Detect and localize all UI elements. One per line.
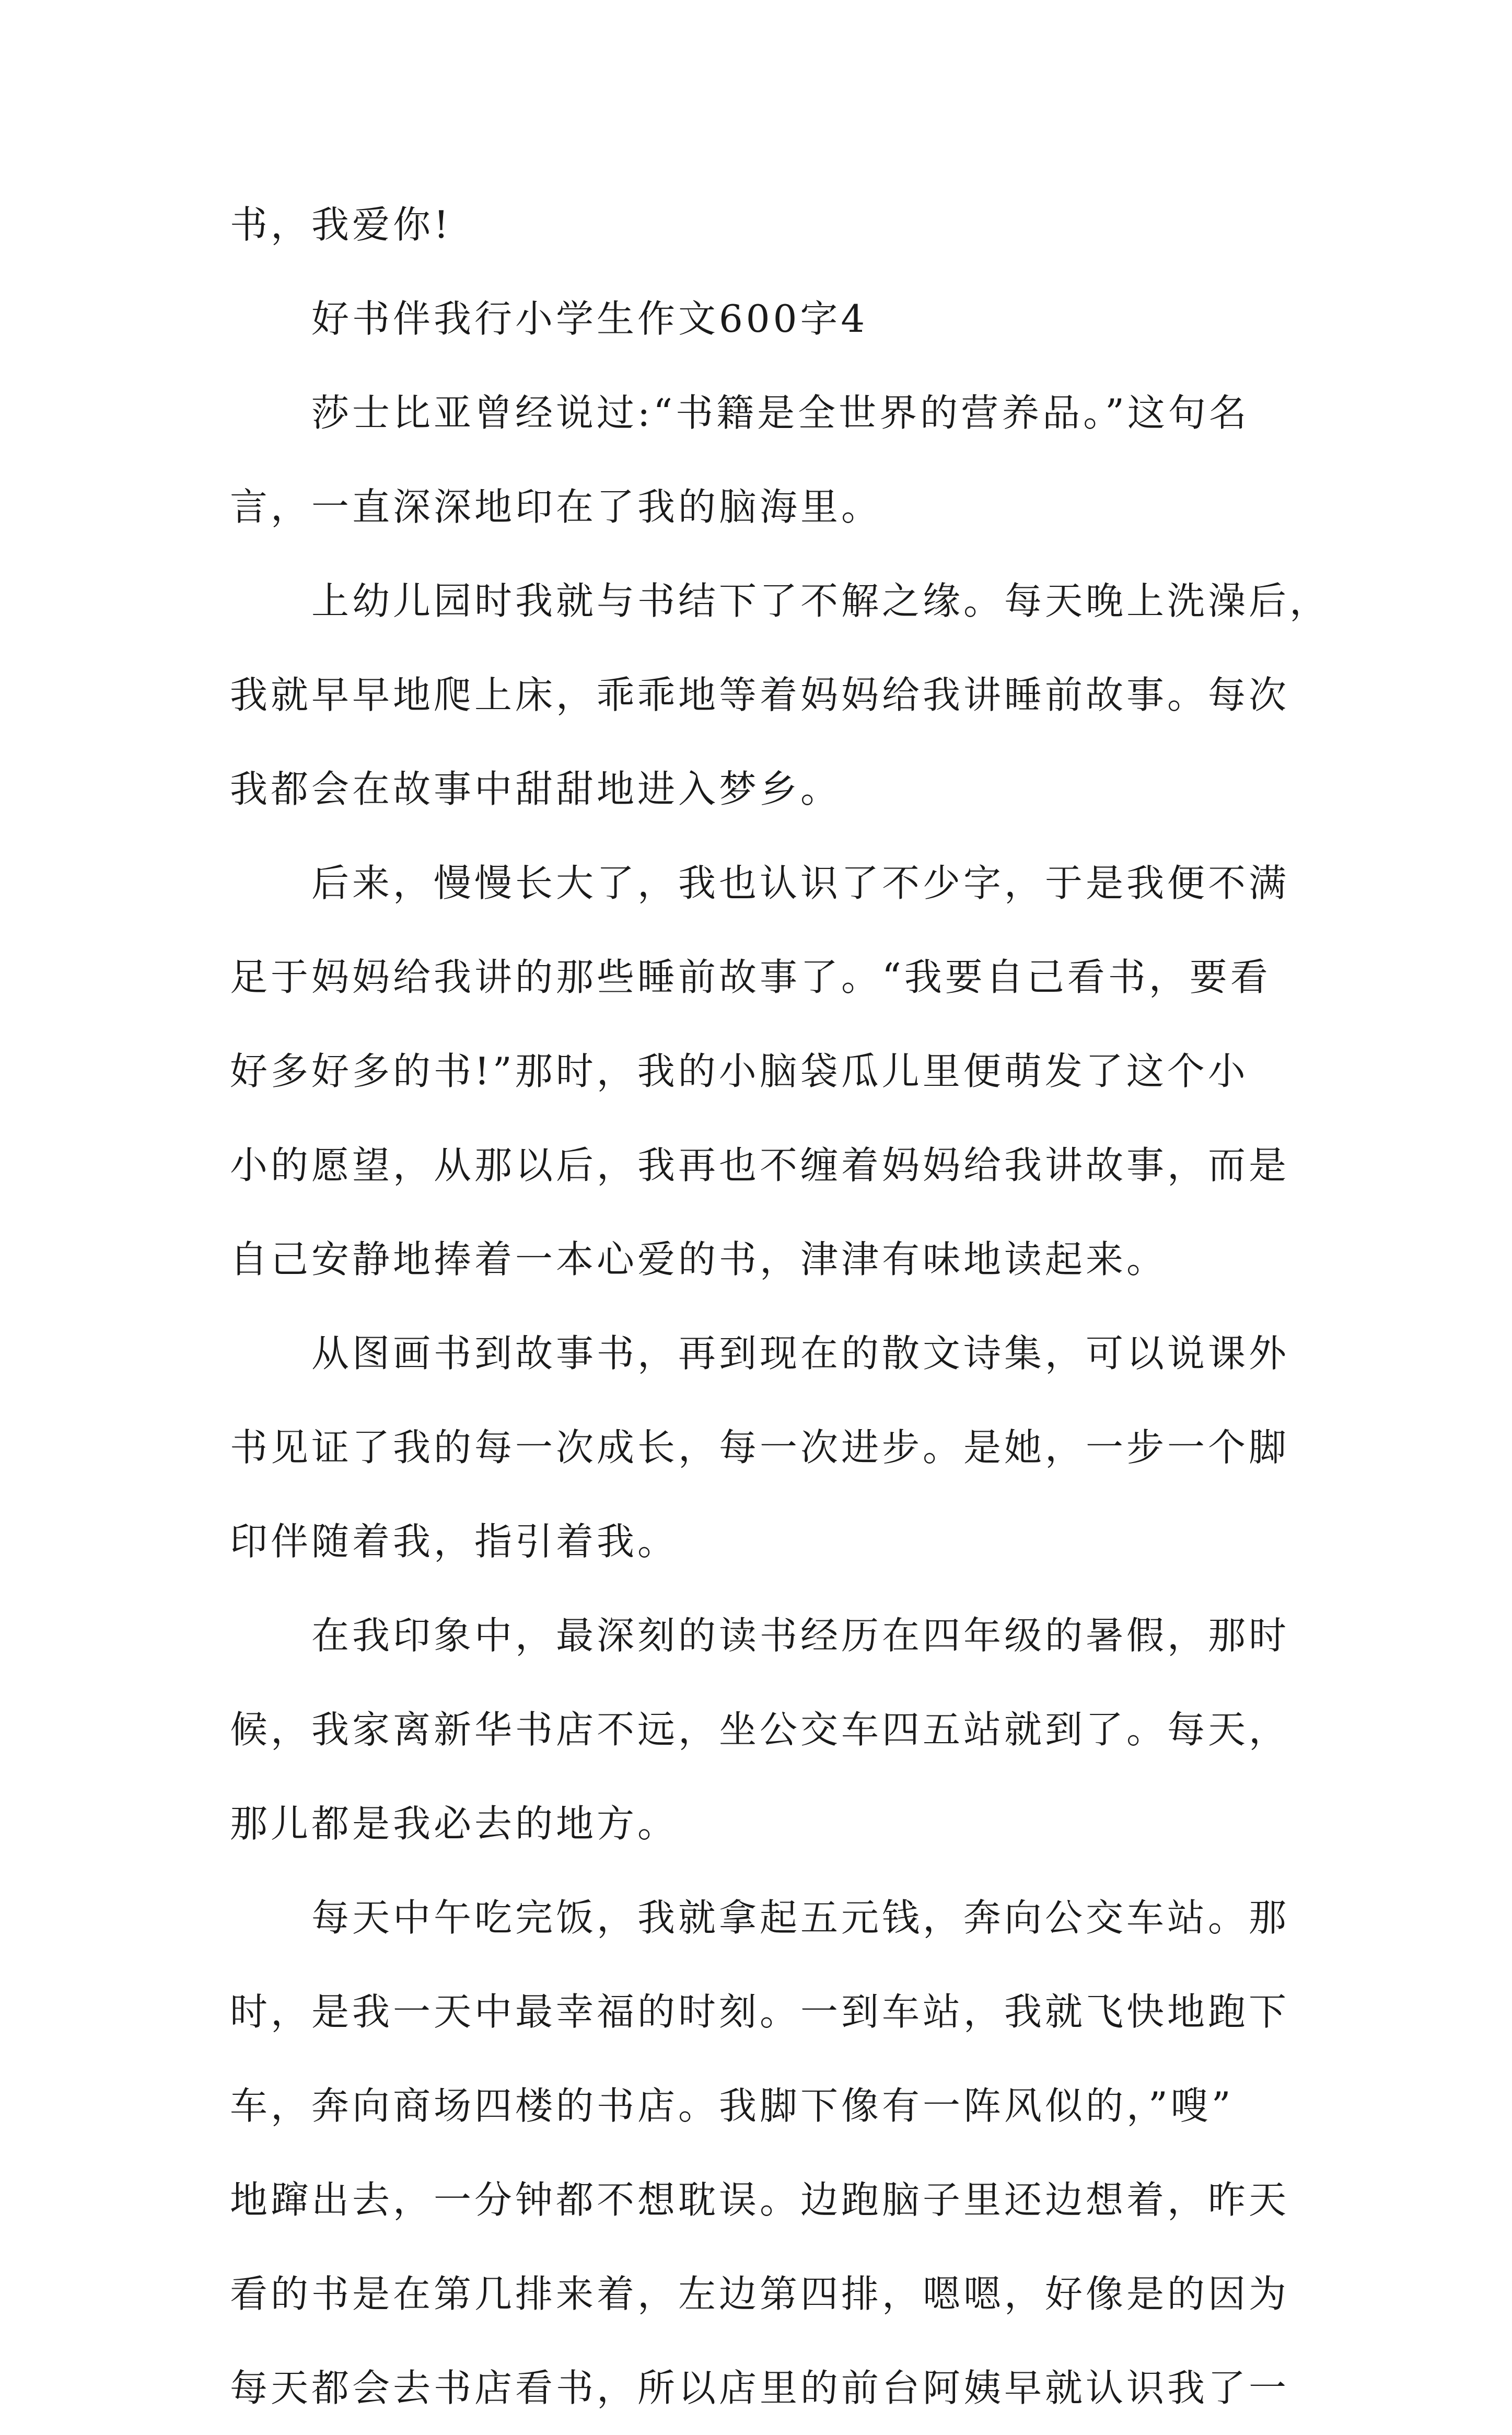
text-line: 那儿都是我必去的地方。 <box>230 1802 679 1846</box>
text-line: 每天中午吃完饭，我就拿起五元钱，奔向公交车站。那 <box>311 1896 1290 1940</box>
text-line: 看的书是在第几排来着，左边第四排，嗯嗯，好像是的因为 <box>230 2272 1290 2316</box>
text-line: 候，我家离新华书店不远，坐公交车四五站就到了。每天， <box>230 1708 1290 1752</box>
text-line: 时，是我一天中最幸福的时刻。一到车站，我就飞快地跑下 <box>230 1990 1290 2034</box>
text-line: 从图画书到故事书，再到现在的散文诗集，可以说课外 <box>311 1331 1290 1375</box>
text-line: 好书伴我行小学生作文600字4 <box>311 297 868 341</box>
text-line: 自己安静地捧着一本心爱的书，津津有味地读起来。 <box>230 1237 1168 1281</box>
text-line: 言，一直深深地印在了我的脑海里。 <box>230 485 882 529</box>
essay-body <box>230 178 1331 2435</box>
text-line: 小的愿望，从那以后，我再也不缠着妈妈给我讲故事，而是 <box>230 1143 1290 1187</box>
text-line: 书，我爱你! <box>230 203 452 247</box>
text-line: 好多好多的书!”那时，我的小脑袋瓜儿里便萌发了这个小 <box>230 1049 1249 1093</box>
text-line: 后来，慢慢长大了，我也认识了不少字，于是我便不满 <box>311 861 1290 905</box>
text-line: 我就早早地爬上床，乖乖地等着妈妈给我讲睡前故事。每次 <box>230 673 1290 717</box>
text-line: 车，奔向商场四楼的书店。我脚下像有一阵风似的，”嗖” <box>230 2084 1234 2128</box>
text-line: 上幼儿园时我就与书结下了不解之缘。每天晚上洗澡后， <box>311 579 1331 623</box>
text-line: 我都会在故事中甜甜地进入梦乡。 <box>230 767 842 811</box>
text-line: 书见证了我的每一次成长，每一次进步。是她，一步一个脚 <box>230 1425 1290 1469</box>
text-line: 印伴随着我，指引着我。 <box>230 1520 679 1563</box>
text-line: 每天都会去书店看书，所以店里的前台阿姨早就认识我了一 <box>230 2366 1290 2410</box>
text-line: 莎士比亚曾经说过:“书籍是全世界的营养品。”这句名 <box>311 391 1250 435</box>
text-line: 在我印象中，最深刻的读书经历在四年级的暑假，那时 <box>311 1614 1290 1657</box>
text-line: 足于妈妈给我讲的那些睡前故事了。“我要自己看书，要看 <box>230 955 1271 999</box>
text-line: 地蹿出去，一分钟都不想耽误。边跑脑子里还边想着，昨天 <box>230 2178 1290 2222</box>
